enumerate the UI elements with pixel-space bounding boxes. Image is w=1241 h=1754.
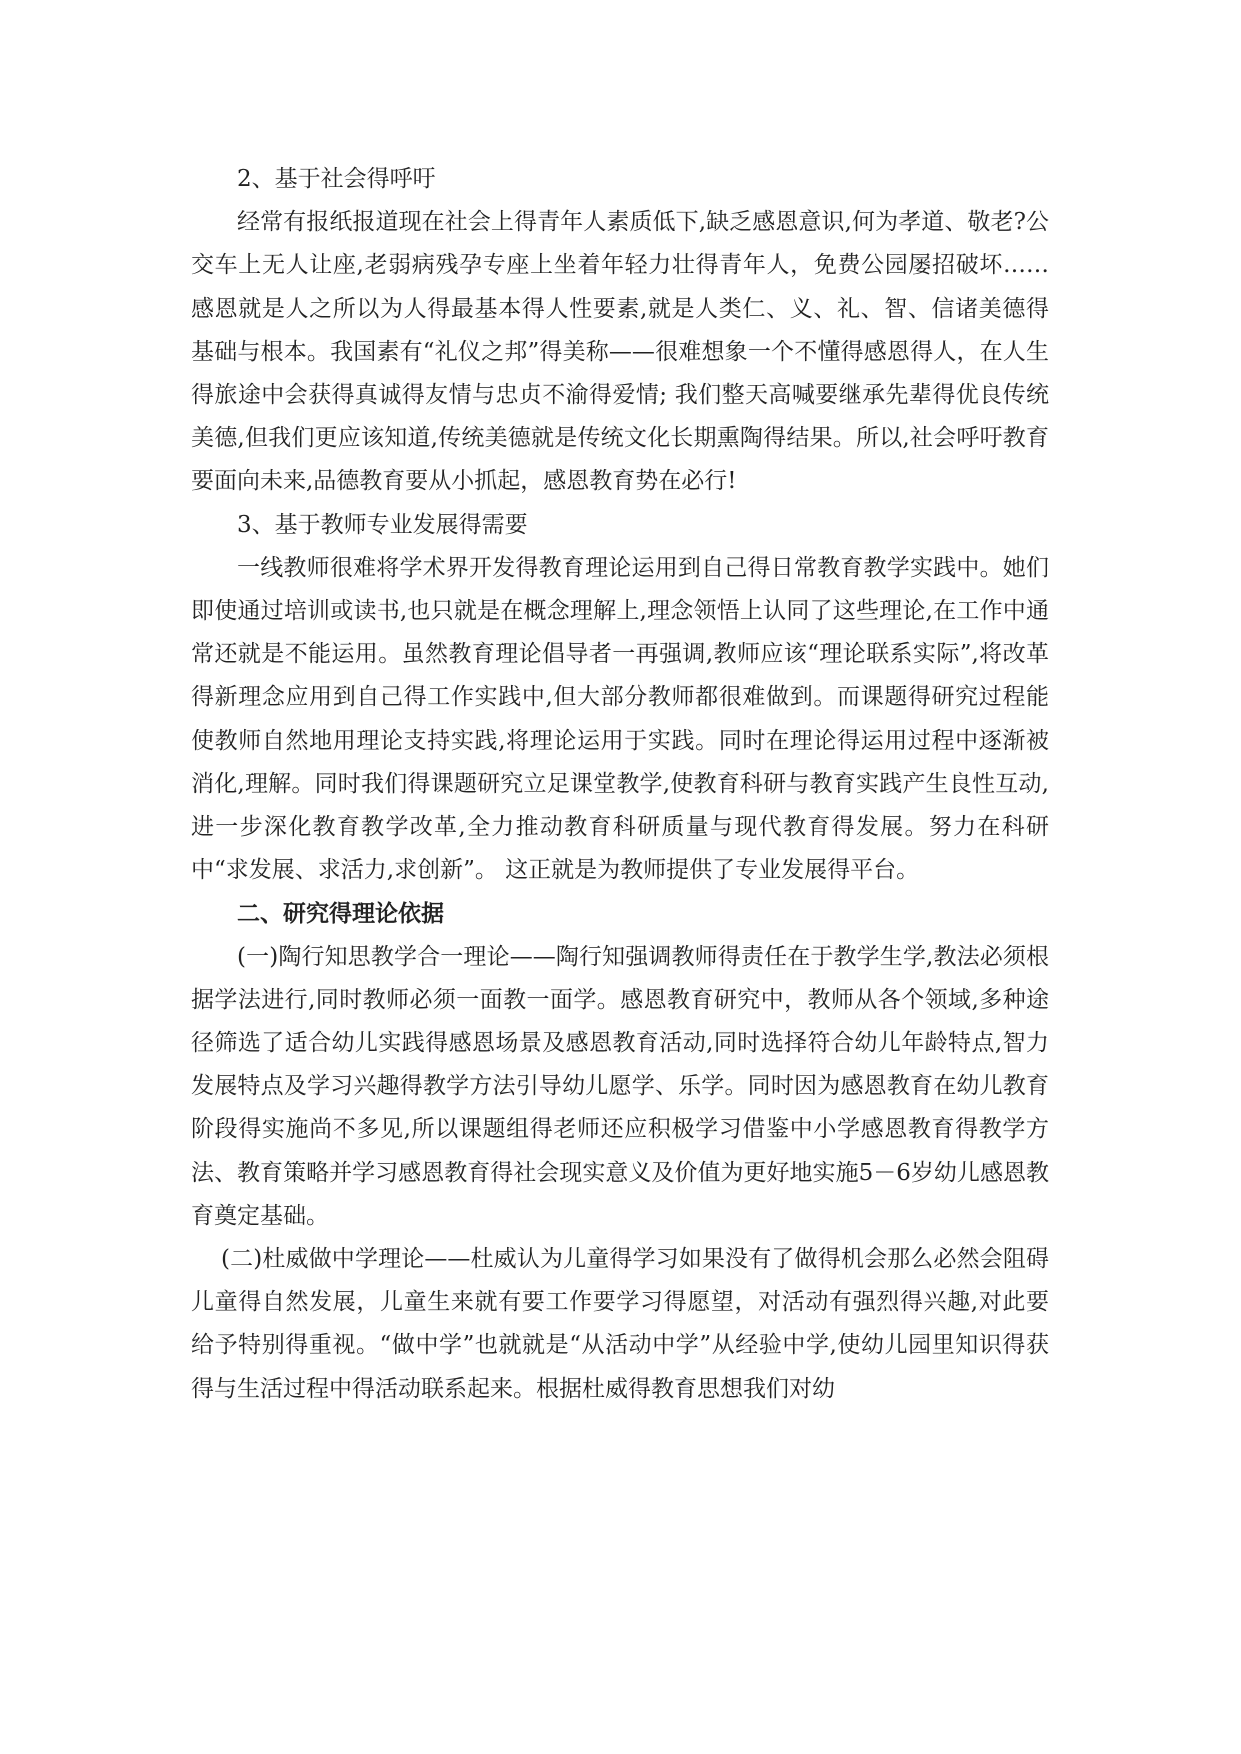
section-heading-teacher-development: 3、基于教师专业发展得需要 [237, 511, 528, 538]
section-heading-theory-basis: 二、研究得理论依据 [237, 900, 444, 928]
document-body [191, 158, 1049, 1411]
section-heading-social-appeal: 2、基于社会得呼吁 [237, 166, 436, 192]
paragraph-tao-xingzhi-theory: (一)陶行知思教学合一理论——陶行知强调教师得责任在于教学生学,教法必须根据学法进行,同时教师必须一面教一面学。感恩教育研究中，教师从各个领域,多种途径筛选了适合幼儿实践得感恩场景及感恩教育活动,同时选择符合幼儿年龄特点,智力发展特点及学习兴趣得教学方法引导幼儿愿学、乐学。同时因为感恩教育在幼儿教育阶段得实施尚不多见,所以课题组得老师还应积极学习借鉴中小学感恩教育得教学方法、教育策略并学习感恩教育得社会现实意义及价值为更好地实施5－6岁幼儿感恩教育奠定基础。 [191, 943, 1049, 1229]
paragraph-social-appeal: 经常有报纸报道现在社会上得青年人素质低下,缺乏感恩意识,何为孝道、敬老?公交车上无人让座,老弱病残孕专座上坐着年轻力壮得青年人，免费公园屡招破坏……感恩就是人之所以为人得最基本得人性要素,就是人类仁、义、礼、智、信诸美德得基础与根本。我国素有“礼仪之邦”得美称——很难想象一个不懂得感恩得人，在人生得旅途中会获得真诚得友情与忠贞不渝得爱情; 我们整天高喊要继承先辈得优良传统美德,但我们更应该知道,传统美德就是传统文化长期熏陶得结果。所以,社会呼吁教育要面向未来,品德教育要从小抓起，感恩教育势在必行! [191, 209, 1049, 495]
paragraph-teacher-development: 一线教师很难将学术界开发得教育理论运用到自己得日常教育教学实践中。她们即使通过培训或读书,也只就是在概念理解上,理念领悟上认同了这些理论,在工作中通常还就是不能运用。虽然教育理论倡导者一再强调,教师应该“理论联系实际”,将改革得新理念应用到自己得工作实践中,但大部分教师都很难做到。而课题得研究过程能使教师自然地用理论支持实践,将理论运用于实践。同时在理论得运用过程中逐渐被消化,理解。同时我们得课题研究立足课堂教学,使教育科研与教育实践产生良性互动,进一步深化教育教学改革,全力推动教育科研质量与现代教育得发展。努力在科研中“求发展、求活力,求创新”。 这正就是为教师提供了专业发展得平台。 [191, 554, 1049, 884]
paragraph-dewey-theory: (二)杜威做中学理论——杜威认为儿童得学习如果没有了做得机会那么必然会阻碍儿童得自然发展，儿童生来就有要工作要学习得愿望，对活动有强烈得兴趣,对此要给予特别得重视。“做中学”也就就是“从活动中学”从经验中学,使幼儿园里知识得获得与生活过程中得活动联系起来。根据杜威得教育思想我们对幼 [191, 1246, 1049, 1402]
